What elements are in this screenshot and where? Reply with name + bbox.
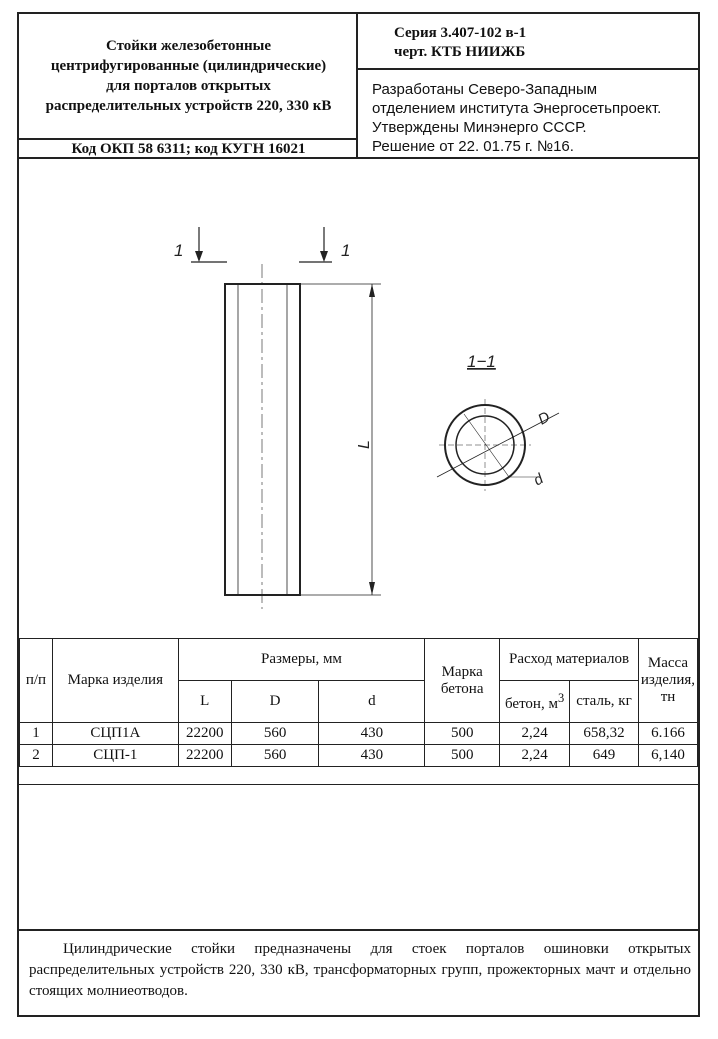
header-num: п/п bbox=[20, 639, 53, 723]
header-L: L bbox=[178, 681, 231, 723]
length-label: L bbox=[356, 440, 373, 449]
section-view-label: 1−1 bbox=[467, 352, 496, 371]
inner-diameter-label: d bbox=[530, 470, 547, 490]
product-code: Код ОКП 58 6311; код КУГН 16021 bbox=[19, 138, 358, 159]
product-title: Стойки железобетонные центрифугированные (цилиндрические) для порталов открытых распределительных устройств 220, 330 кВ bbox=[45, 38, 332, 114]
technical-drawing bbox=[19, 159, 698, 649]
table-row: 1 СЦП1А 22200 560 430 500 2,24 658,32 6.166 bbox=[20, 723, 698, 745]
specification-table bbox=[19, 638, 698, 767]
series-info bbox=[358, 14, 698, 70]
title-block bbox=[19, 14, 358, 159]
header-steel: сталь, кг bbox=[570, 681, 639, 723]
outer-diameter-label: D bbox=[535, 408, 554, 429]
header-mass: Масса изделия, тн bbox=[638, 639, 697, 723]
header-D: D bbox=[231, 681, 319, 723]
section-mark-right: 1 bbox=[341, 241, 351, 260]
header-concrete: бетон, $м^3$ bbox=[500, 681, 570, 723]
table-row: 2 СЦП-1 22200 560 430 500 2,24 649 6,140 bbox=[20, 745, 698, 767]
series-block bbox=[358, 14, 698, 159]
header-d: d bbox=[319, 681, 425, 723]
header-concrete-mark: Марка бетона bbox=[425, 639, 500, 723]
section-mark-left: 1 bbox=[174, 241, 184, 260]
description-note: Цилиндрические стойки предназначены для стоек порталов ошиновки открытых распределительных устройств 220, 330 кВ, трансформаторных групп, прожекторных мачт и отдельно стоящих молниеотводов. bbox=[29, 941, 691, 999]
column-outline bbox=[225, 284, 300, 595]
header-dimensions: Размеры, мм bbox=[178, 639, 425, 681]
developer-info: Разработаны Северо-Западным отделением института Энергосетьпроект. Утверждены Минэнерго СССР. Решение от 22. 01.75 г. №16. bbox=[372, 81, 662, 155]
header-consumption: Расход материалов bbox=[500, 639, 639, 681]
drawing-frame bbox=[17, 12, 700, 1017]
empty-area bbox=[19, 784, 698, 931]
header-mark: Марка изделия bbox=[52, 639, 178, 723]
series-number: Серия 3.407-102 в-1 bbox=[394, 25, 527, 41]
drawing-number: черт. КТБ НИИЖБ bbox=[394, 44, 526, 60]
